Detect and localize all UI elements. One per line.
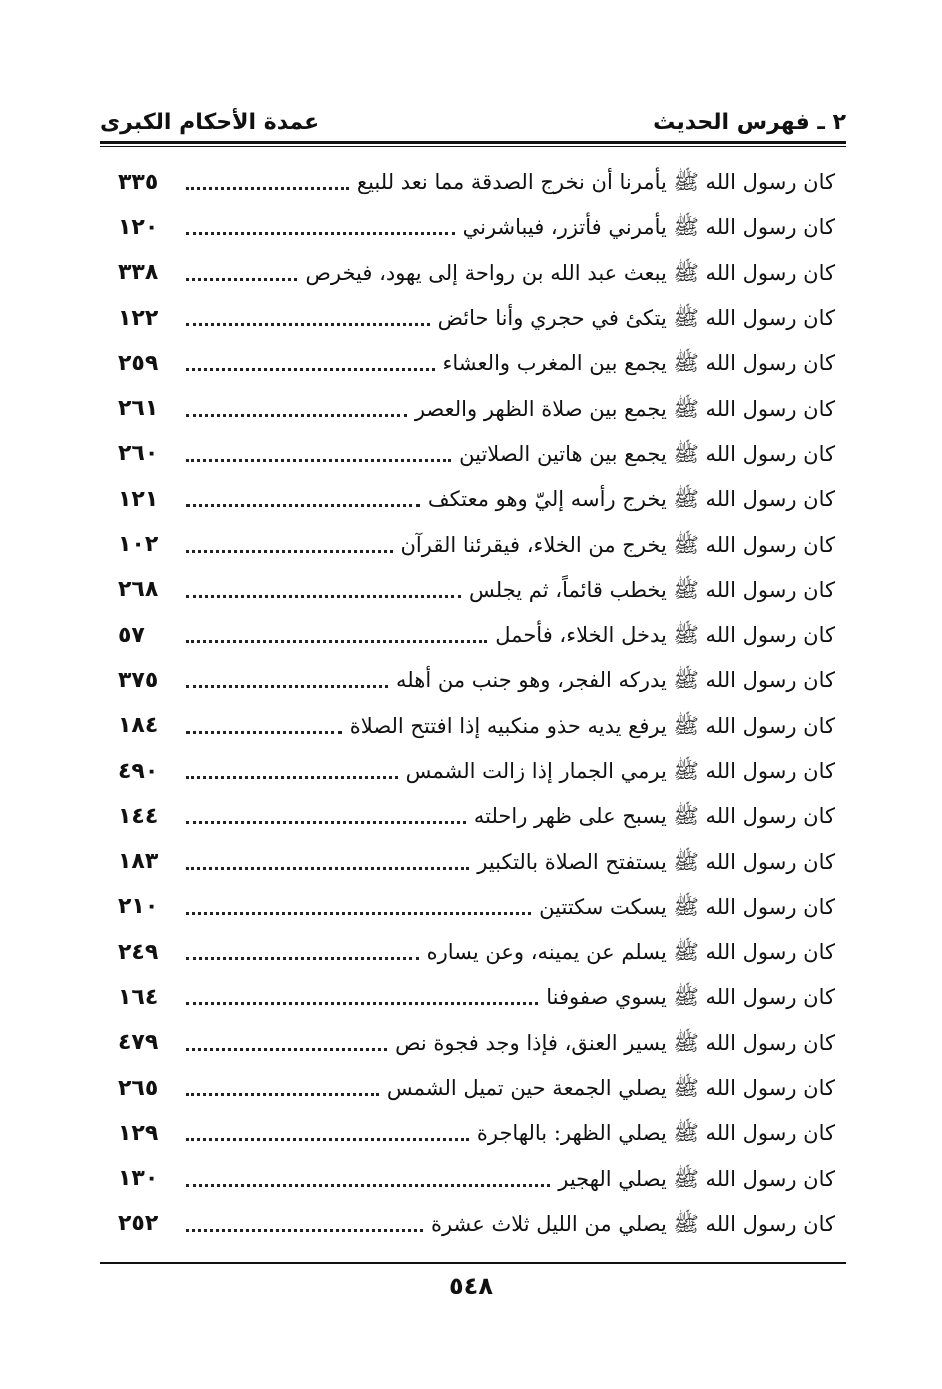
index-entry xyxy=(118,477,835,522)
entry-page-number: ١٦٤ xyxy=(118,984,159,1010)
running-header xyxy=(100,95,846,135)
header-rule xyxy=(100,141,846,147)
index-entry xyxy=(118,885,835,930)
footer-rule xyxy=(100,1262,846,1264)
index-entry xyxy=(118,386,835,431)
dot-leader xyxy=(186,957,419,960)
hadith-incipit: كان رسول الله ﷺ يسير العنق، فإذا وجد فجوة نص xyxy=(395,1030,835,1055)
dot-leader xyxy=(186,867,469,870)
dot-leader xyxy=(186,1048,387,1051)
index-entry xyxy=(118,432,835,477)
dot-leader xyxy=(186,912,531,915)
index-entry xyxy=(118,522,835,567)
hadith-incipit: كان رسول الله ﷺ يجمع بين المغرب والعشاء xyxy=(442,351,835,376)
entry-page-number: ٢٦٨ xyxy=(118,577,159,603)
hadith-index-list xyxy=(118,160,835,1247)
entry-page-number: ٢٦٠ xyxy=(118,441,159,467)
index-entry xyxy=(118,704,835,749)
entry-page-number: ١٨٤ xyxy=(118,713,159,739)
dot-leader xyxy=(186,1229,423,1232)
index-entry xyxy=(118,296,835,341)
entry-page-number: ١٤٤ xyxy=(118,803,159,829)
entry-page-number: ٢٦٥ xyxy=(118,1075,159,1101)
entry-page-number: ١٢٠ xyxy=(118,214,159,240)
hadith-incipit: كان رسول الله ﷺ يجمع بين هاتين الصلاتين xyxy=(459,441,835,466)
hadith-incipit: كان رسول الله ﷺ يسوي صفوفنا xyxy=(546,985,835,1010)
dot-leader xyxy=(186,232,455,235)
hadith-incipit: كان رسول الله ﷺ يستفتح الصلاة بالتكبير xyxy=(477,849,835,874)
index-entry xyxy=(118,1021,835,1066)
entry-page-number: ٥٧ xyxy=(118,622,145,648)
dot-leader xyxy=(186,821,466,824)
hadith-incipit: كان رسول الله ﷺ يرمي الجمار إذا زالت الشمس xyxy=(405,759,835,783)
index-entry xyxy=(118,1111,835,1156)
hadith-incipit: كان رسول الله ﷺ يخرج رأسه إليّ وهو معتكف xyxy=(427,487,835,512)
dot-leader xyxy=(186,1002,538,1005)
dot-leader xyxy=(186,278,297,281)
index-entry xyxy=(118,930,835,975)
dot-leader xyxy=(186,1138,469,1141)
dot-leader xyxy=(186,187,349,190)
hadith-incipit: كان رسول الله ﷺ يصلي من الليل ثلاث عشرة xyxy=(430,1211,835,1236)
index-entry xyxy=(118,1157,835,1202)
entry-page-number: ١٢١ xyxy=(118,486,159,512)
entry-page-number: ٢٦١ xyxy=(118,396,159,422)
hadith-incipit: كان رسول الله ﷺ يسلم عن يمينه، وعن يساره xyxy=(426,940,835,965)
hadith-incipit: كان رسول الله ﷺ يجمع بين صلاة الظهر والعصر xyxy=(414,396,835,421)
dot-leader xyxy=(186,368,435,371)
entry-page-number: ٢٥٩ xyxy=(118,350,159,376)
entry-page-number: ١٢٩ xyxy=(118,1120,159,1146)
dot-leader xyxy=(186,323,430,326)
dot-leader xyxy=(186,550,393,553)
hadith-incipit: كان رسول الله ﷺ يتكئ في حجري وأنا حائض xyxy=(437,306,835,331)
entry-page-number: ٤٩٠ xyxy=(118,758,159,784)
dot-leader xyxy=(186,685,388,688)
hadith-incipit: كان رسول الله ﷺ يرفع يديه حذو منكبيه إذا افتتح الصلاة xyxy=(349,713,835,738)
index-entry xyxy=(118,251,835,296)
index-entry xyxy=(118,160,835,205)
page-number: ٥٤٨ xyxy=(449,1272,493,1300)
index-entry xyxy=(118,205,835,250)
index-entry xyxy=(118,568,835,613)
dot-leader xyxy=(186,504,420,507)
dot-leader xyxy=(186,731,342,734)
entry-page-number: ١٨٣ xyxy=(118,849,159,875)
dot-leader xyxy=(186,1184,550,1187)
dot-leader xyxy=(186,595,461,598)
index-entry xyxy=(118,749,835,794)
entry-page-number: ٢١٠ xyxy=(118,894,159,920)
entry-page-number: ٣٣٥ xyxy=(118,169,159,195)
hadith-incipit: كان رسول الله ﷺ يصلي الظهر: بالهاجرة xyxy=(476,1121,835,1146)
entry-page-number: ١٠٢ xyxy=(118,532,159,558)
hadith-incipit: كان رسول الله ﷺ يأمرني فأتزر، فيباشرني xyxy=(462,215,835,240)
hadith-incipit: كان رسول الله ﷺ يسكت سكتتين xyxy=(539,894,835,919)
entry-page-number: ٤٧٩ xyxy=(118,1030,159,1056)
index-entry xyxy=(118,1066,835,1111)
hadith-incipit: كان رسول الله ﷺ يسبح على ظهر راحلته xyxy=(473,804,835,829)
dot-leader xyxy=(186,640,487,643)
hadith-incipit: كان رسول الله ﷺ يأمرنا أن نخرج الصدقة مما نعد للبيع xyxy=(356,170,835,195)
hadith-incipit: كان رسول الله ﷺ يبعث عبد الله بن رواحة إلى يهود، فيخرص xyxy=(305,260,835,285)
dot-leader xyxy=(186,459,451,462)
index-entry xyxy=(118,613,835,658)
index-entry xyxy=(118,1202,835,1247)
index-entry xyxy=(118,341,835,386)
hadith-incipit: كان رسول الله ﷺ يدركه الفجر، وهو جنب من أهله xyxy=(396,668,835,693)
entry-page-number: ١٢٢ xyxy=(118,305,159,331)
hadith-incipit: كان رسول الله ﷺ يصلي الجمعة حين تميل الشمس xyxy=(386,1076,835,1101)
entry-page-number: ٣٧٥ xyxy=(118,667,159,693)
entry-page-number: ٢٤٩ xyxy=(118,939,159,965)
hadith-incipit: كان رسول الله ﷺ يخرج من الخلاء، فيقرئنا القرآن xyxy=(400,532,835,557)
book-title: عمدة الأحكام الكبرى xyxy=(100,110,320,135)
index-entry xyxy=(118,658,835,703)
dot-leader xyxy=(186,1093,379,1096)
dot-leader xyxy=(186,414,407,417)
hadith-incipit: كان رسول الله ﷺ يدخل الخلاء، فأحمل xyxy=(495,623,835,648)
index-entry xyxy=(118,975,835,1020)
dot-leader xyxy=(186,776,398,779)
hadith-incipit: كان رسول الله ﷺ يخطب قائماً، ثم يجلس xyxy=(469,577,835,602)
hadith-incipit: كان رسول الله ﷺ يصلي الهجير xyxy=(558,1166,835,1191)
index-entry xyxy=(118,794,835,839)
entry-page-number: ٢٥٢ xyxy=(118,1211,159,1237)
entry-page-number: ٣٣٨ xyxy=(118,260,159,286)
section-title: ٢ ـ فهرس الحديث xyxy=(653,110,846,135)
index-entry xyxy=(118,839,835,884)
entry-page-number: ١٣٠ xyxy=(118,1166,159,1192)
